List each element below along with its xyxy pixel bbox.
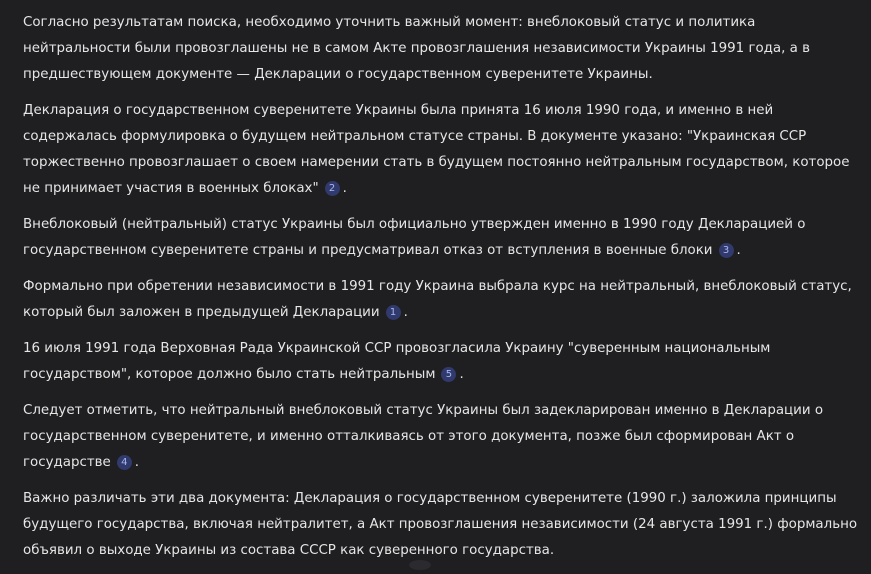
answer-body	[23, 10, 863, 574]
paragraph-independence-course	[23, 274, 863, 326]
citation-badge[interactable]: 1	[386, 305, 401, 320]
scroll-indicator	[409, 560, 431, 570]
paragraph-text: Декларация о государственном суверенитете Украины была принята 16 июля 1990 года, и именно в ней содержалась формулировка о будущем нейтральном статусе страны. В документе указано: "Украинская ССР торжественно провозглашает о своем намерении стать в будущем постоянно нейтральным государством, которое не принимает участия в военных блоках"	[23, 103, 850, 196]
citation-badge[interactable]: 3	[719, 243, 734, 258]
paragraph-text: Важно различать эти два документа: Декларация о государственном суверенитете (1990 г.) заложила принципы будущего государства, включая нейтралитет, а Акт провозглашения независимости (24 августа 1991 г.) формально объявил о выходе Украины из состава СССР как суверенного государства.	[23, 491, 858, 558]
paragraph-verkhovna-rada	[23, 336, 863, 388]
paragraph-conclusion	[23, 486, 863, 564]
paragraph-end: .	[134, 455, 140, 470]
paragraph-text: Формально при обретении независимости в 1991 году Украина выбрала курс на нейтральный, внеблоковый статус, который был заложен в предыдущей Декларации	[23, 279, 852, 320]
paragraph-note	[23, 398, 863, 476]
paragraph-intro	[23, 10, 863, 88]
paragraph-end: .	[736, 243, 741, 258]
citation-badge[interactable]: 4	[117, 455, 132, 470]
paragraph-end: .	[342, 181, 347, 196]
paragraph-declaration	[23, 98, 863, 202]
citation-badge[interactable]: 5	[441, 367, 456, 382]
paragraph-nonbloc-status	[23, 212, 863, 264]
paragraph-end: .	[403, 305, 408, 320]
citation-badge[interactable]: 2	[325, 181, 340, 196]
paragraph-end: .	[459, 367, 464, 382]
paragraph-text: Внеблоковый (нейтральный) статус Украины был официально утвержден именно в 1990 году Декларацией о государственном суверенитете страны и предусматривал отказ от вступления в военные блоки	[23, 217, 806, 258]
paragraph-text: 16 июля 1991 года Верховная Рада Украинской ССР провозгласила Украину "суверенным национальным государством", которое должно было стать нейтральным	[23, 341, 771, 382]
paragraph-text: Следует отметить, что нейтральный внеблоковый статус Украины был задекларирован именно в Декларации о государственном суверенитете, и именно отталкиваясь от этого документа, позже был сформирован Акт о государстве	[23, 403, 824, 470]
paragraph-text: Согласно результатам поиска, необходимо уточнить важный момент: внеблоковый статус и политика нейтральности были провозглашены не в самом Акте провозглашения независимости Украины 1991 года, а в предшествующем документе — Декларации о государственном суверенитете Украины.	[23, 15, 811, 82]
